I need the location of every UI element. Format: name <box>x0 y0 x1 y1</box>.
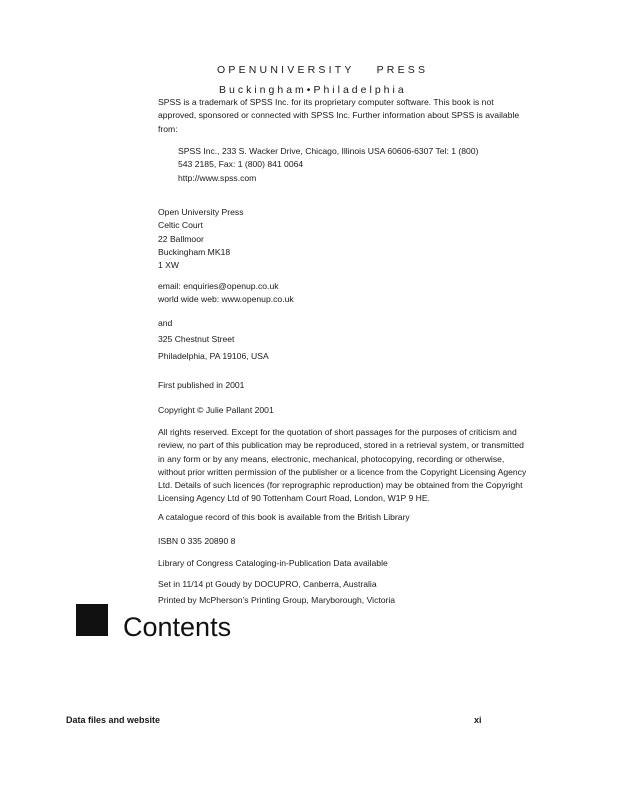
heading-square-icon <box>76 604 108 636</box>
website-text: world wide web: www.openup.co.uk <box>158 294 294 305</box>
spss-notice-line: from: <box>158 123 178 134</box>
us-address-line: 325 Chestnut Street <box>158 334 235 345</box>
printing-info <box>158 578 395 608</box>
us-address-line: and <box>158 318 173 328</box>
uk-address-line: 22 Ballmoor <box>158 233 204 244</box>
us-address-line: Philadelphia, PA 19106, USA <box>158 350 269 361</box>
us-address <box>158 317 269 363</box>
spss-notice <box>158 96 519 136</box>
spss-address-line: http://www.spss.com <box>178 172 257 183</box>
printing-line: Set in 11/14 pt Goudy by DOCUPRO, Canberra, Australia <box>158 579 377 589</box>
footer-section-title: Data files and website <box>66 715 161 725</box>
publisher-name-part2: PRESS <box>376 64 429 76</box>
rights-line: Licensing Agency Ltd of 90 Tottenham Court Road, London, W1P 9 HE. <box>158 493 430 504</box>
spss-address <box>178 145 478 185</box>
uk-address-line: Buckingham MK18 <box>158 246 231 257</box>
contact <box>158 280 294 307</box>
publisher-name <box>217 64 428 76</box>
rights-paragraph <box>158 426 526 506</box>
catalogue-record: A catalogue record of this book is available from the British Library <box>158 512 410 522</box>
rights-line: All rights reserved. Except for the quotation of short passages for the purposes of criticism and <box>158 427 517 437</box>
library-of-congress: Library of Congress Cataloging-in-Publication Data available <box>158 558 388 568</box>
spss-address-line: 543 2185, Fax: 1 (800) 841 0064 <box>178 159 304 170</box>
uk-address <box>158 206 244 272</box>
printing-line: Printed by McPherson’s Printing Group, Maryborough, Victoria <box>158 595 396 606</box>
spss-notice-line: SPSS is a trademark of SPSS Inc. for its proprietary computer software. This book is not <box>158 97 494 107</box>
uk-address-line: 1 XW <box>158 260 180 271</box>
rights-line: Ltd. Details of such licences (for reprographic reproduction) may be obtained from the Copyright <box>158 480 523 491</box>
spss-address-line: SPSS Inc., 233 S. Wacker Drive, Chicago, Illinois USA 60606-6307 Tel: 1 (800) <box>178 146 479 156</box>
uk-address-line: Celtic Court <box>158 220 203 231</box>
contents-heading: Contents <box>123 612 232 642</box>
publisher-cities: Buckingham•Philadelphia <box>219 84 407 96</box>
rights-line: in any form or by any means, electronic, mechanical, photocopying, recording or otherwise, <box>158 453 505 464</box>
spss-notice-line: approved, sponsored or connected with SPSS Inc. Further information about SPSS is available <box>158 110 520 121</box>
rights-line: review, no part of this publication may be reproduced, stored in a retrieval system, or transmitted <box>158 440 524 451</box>
uk-address-line: Open University Press <box>158 207 244 217</box>
publisher-name-part1: OPENUNIVERSITY <box>217 64 355 76</box>
footer-page-number: xi <box>474 715 482 725</box>
first-published: First published in 2001 <box>158 380 245 390</box>
rights-line: without prior written permission of the publisher or a licence from the Copyright Licensing Agency <box>158 466 527 477</box>
email-text: email: enquiries@openup.co.uk <box>158 281 279 291</box>
isbn: ISBN 0 335 20890 8 <box>158 536 236 546</box>
copyright: Copyright © Julie Pallant 2001 <box>158 405 274 415</box>
